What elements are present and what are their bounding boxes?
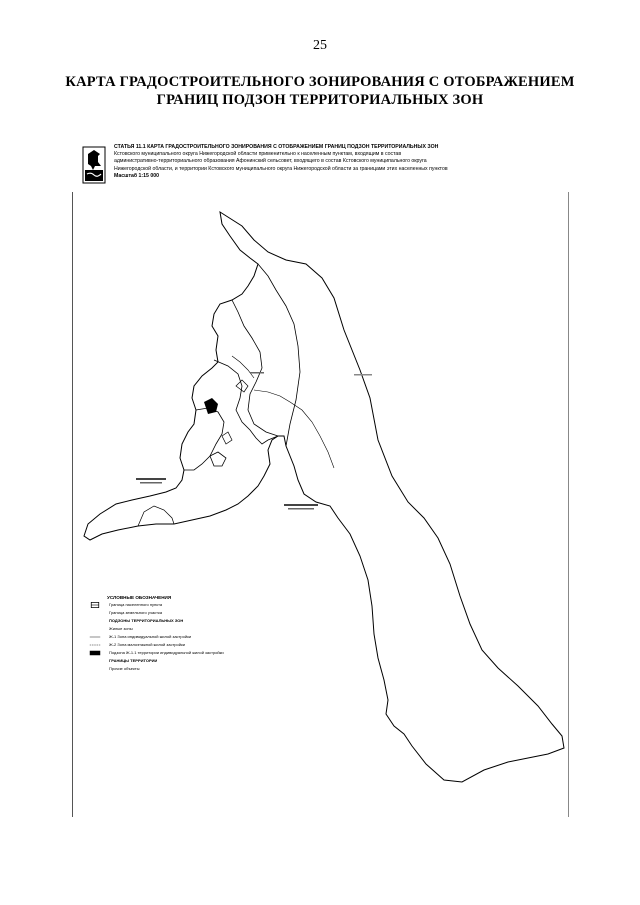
legend-label: ГРАНИЦЫ ТЕРРИТОРИИ	[109, 658, 158, 663]
map-label	[250, 372, 264, 374]
map-legend	[87, 595, 257, 673]
document-title-line-2: ГРАНИЦ ПОДЗОН ТЕРРИТОРИАЛЬНЫХ ЗОН	[156, 92, 484, 108]
zoning-map-sheet	[72, 140, 586, 830]
territory-boundary	[84, 212, 564, 782]
map-header-line: Кстовского муниципального округа Нижегородской области применительно к населенным пунктам, входящим в состав	[114, 151, 402, 158]
document-title-line-1: КАРТА ГРАДОСТРОИТЕЛЬНОГО ЗОНИРОВАНИЯ С ОТОБРАЖЕНИЕМ	[65, 74, 575, 90]
legend-fill-icon	[87, 650, 103, 656]
settlement-boundary	[184, 408, 224, 470]
legend-item	[87, 633, 257, 641]
map-label	[140, 482, 162, 484]
map-label	[284, 504, 318, 506]
territory-map	[72, 140, 586, 830]
map-scale: Масштаб 1:15 000	[114, 172, 160, 179]
legend-blank	[87, 626, 103, 632]
map-label	[354, 374, 372, 376]
legend-item	[87, 617, 257, 625]
legend-item	[87, 625, 257, 633]
legend-label: Граница земельного участка	[109, 610, 163, 615]
legend-blank	[87, 610, 103, 616]
legend-box-icon	[87, 602, 103, 608]
legend-label: Прочие объекты	[109, 666, 140, 671]
settlement-area	[204, 398, 218, 414]
legend-line-icon	[87, 634, 103, 640]
settlement-boundary	[214, 360, 278, 444]
settlement-area	[222, 432, 232, 444]
legend-blank	[87, 618, 103, 624]
map-header-line: административно-территориального образования Афонинский сельсовет, входящего в состав Кстовского муниципального округа	[114, 158, 427, 165]
legend-item	[87, 609, 257, 617]
legend-blank	[87, 666, 103, 672]
map-label	[136, 478, 166, 480]
settlement-area	[210, 452, 226, 466]
legend-item	[87, 657, 257, 665]
legend-blank	[87, 658, 103, 664]
map-header-title: СТАТЬЯ 11.1 КАРТА ГРАДОСТРОИТЕЛЬНОГО ЗОНИРОВАНИЯ С ОТОБРАЖЕНИЕМ ГРАНИЦ ПОДЗОН ТЕРРИТОРИАЛЬНЫХ ЗОН	[114, 144, 439, 150]
legend-item	[87, 601, 257, 609]
legend-label: Граница населенного пункта	[109, 602, 163, 607]
settlement-boundary	[258, 264, 300, 446]
map-label	[288, 508, 314, 510]
legend-label: Ж-1 Зона индивидуальной жилой застройки	[109, 634, 192, 639]
legend-line-icon	[87, 642, 103, 648]
page-number: 25	[313, 38, 327, 53]
legend-item	[87, 649, 257, 657]
legend-item	[87, 641, 257, 649]
legend-label: ПОДЗОНЫ ТЕРРИТОРИАЛЬНЫХ ЗОН	[109, 618, 184, 623]
legend-label: Жилые зоны	[109, 626, 133, 631]
legend-title: УСЛОВНЫЕ ОБОЗНАЧЕНИЯ	[107, 595, 172, 600]
settlement-boundary	[138, 506, 174, 526]
legend-label: Подзона Ж-1.1 территории индивидуальной жилой застройки	[109, 650, 224, 655]
document-title	[40, 73, 600, 109]
legend-item	[87, 665, 257, 673]
map-header-line: Нижегородской области, и территории Кстовского муниципального округа Нижегородской области за границами этих населенных пунктов	[114, 165, 448, 172]
road-line	[232, 356, 254, 378]
legend-label: Ж-2 Зона малоэтажной жилой застройки	[109, 642, 185, 647]
road-line	[254, 390, 334, 468]
